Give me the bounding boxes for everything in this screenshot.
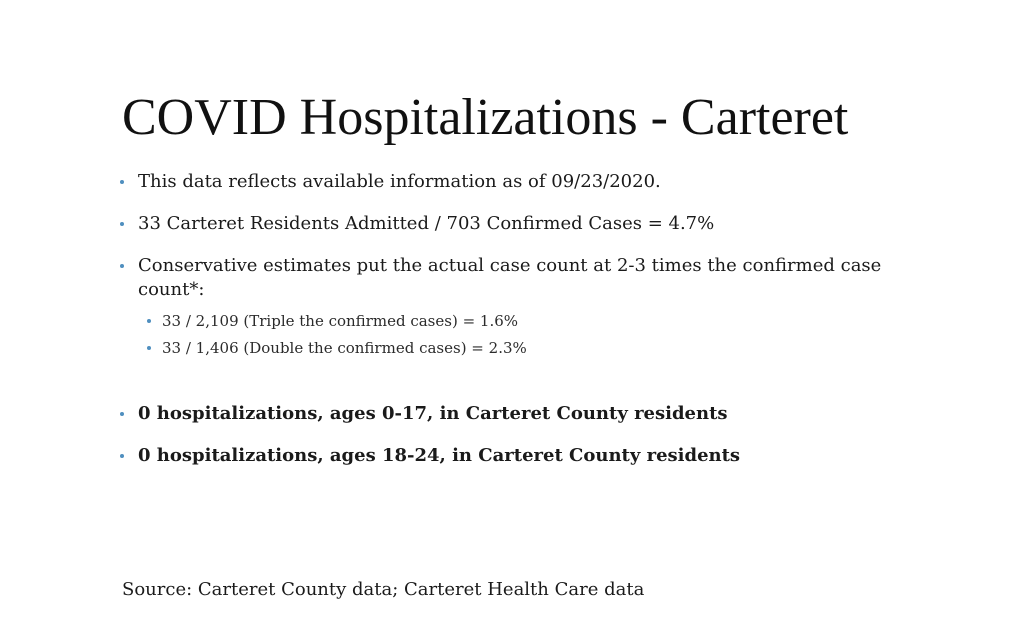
sub-bullet-list	[138, 308, 898, 362]
bullet-admission-rate	[118, 212, 898, 236]
bullet-text: Conservative estimates put the actual case count at 2-3 times the confirmed case count*:	[138, 255, 882, 300]
sub-bullet-double	[138, 335, 898, 362]
bullet-text: This data reflects available information as of 09/23/2020.	[138, 171, 661, 192]
bullet-dot-icon	[120, 454, 124, 458]
slide-title: COVID Hospitalizations - Carteret	[122, 89, 849, 146]
bullet-data-date	[118, 170, 898, 194]
sub-bullet-triple	[138, 308, 898, 335]
bullet-ages-18-24	[118, 444, 898, 468]
bullet-dot-icon	[120, 222, 124, 226]
sub-bullet-text: 33 / 1,406 (Double the confirmed cases) = 2.3%	[162, 339, 527, 357]
bullet-text: 0 hospitalizations, ages 0-17, in Carteret County residents	[138, 403, 728, 424]
bullet-dot-icon	[120, 264, 124, 268]
bullet-ages-0-17	[118, 402, 898, 426]
sub-bullet-dot-icon	[147, 346, 151, 350]
bullet-text: 0 hospitalizations, ages 18-24, in Carteret County residents	[138, 445, 741, 466]
bullet-conservative-estimates	[118, 254, 898, 362]
bullet-dot-icon	[120, 180, 124, 184]
sub-bullet-dot-icon	[147, 319, 151, 323]
source-note: Source: Carteret County data; Carteret Health Care data	[122, 579, 645, 600]
sub-bullet-text: 33 / 2,109 (Triple the confirmed cases) = 1.6%	[162, 312, 519, 330]
bullet-dot-icon	[120, 412, 124, 416]
bullet-text: 33 Carteret Residents Admitted / 703 Confirmed Cases = 4.7%	[138, 213, 715, 234]
bullet-list	[118, 166, 898, 468]
